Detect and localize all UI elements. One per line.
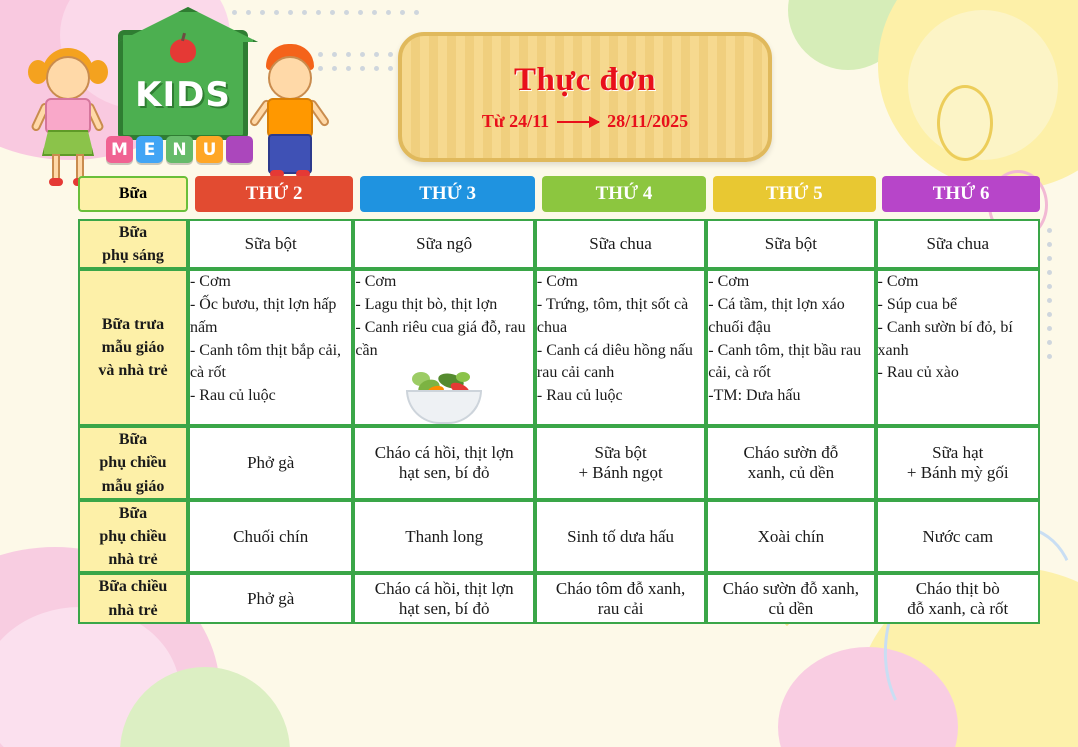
- menu-line: Nước cam: [922, 526, 994, 546]
- menu-line: đỗ xanh, cà rốt: [907, 598, 1009, 618]
- menu-line: - Canh tôm thịt bắp cải, cà rốt: [189, 341, 342, 382]
- row-label-line: Bữa trưa: [101, 316, 165, 334]
- cell-r3-thu4: [535, 426, 706, 500]
- menu-line: hạt sen, bí đỏ: [398, 463, 490, 483]
- menu-line: Cháo sườn đỗ xanh,: [722, 578, 859, 598]
- menu-table: [78, 176, 1040, 624]
- cell-r5-thu5: [706, 573, 875, 623]
- cell-r1-thu2: Sữa bột: [188, 219, 353, 269]
- row-label-line: nhà trẻ: [108, 601, 158, 619]
- menu-line: rau cải: [597, 598, 644, 618]
- letter-block-m: M: [106, 136, 133, 163]
- row-label-line: phụ chiều: [99, 528, 167, 545]
- menu-line: + Bánh ngọt: [578, 463, 663, 483]
- header-thu-6: THỨ 6: [882, 176, 1040, 212]
- table-row: [78, 219, 1040, 269]
- row-label-line: mẫu giáo: [101, 477, 165, 495]
- row-label-bua-phu-sang: [78, 219, 188, 269]
- decor-ring-yellow: [937, 85, 993, 161]
- header-thu-3: THỨ 3: [360, 176, 535, 212]
- menu-line: - Cơm: [708, 273, 750, 291]
- menu-line: - Rau củ luộc: [536, 386, 623, 404]
- header-gap-4: [706, 176, 713, 212]
- cell-r1-thu4: Sữa chua: [535, 219, 706, 269]
- kids-menu-logo: [10, 18, 340, 178]
- menu-line: củ dền: [768, 598, 814, 618]
- menu-line: + Bánh mỳ gối: [906, 463, 1009, 483]
- header-spacer: [78, 212, 1040, 219]
- header-bua: Bữa: [78, 176, 188, 212]
- cell-r3-thu3: [353, 426, 534, 500]
- table-header-row: [78, 176, 1040, 212]
- menu-line: - Canh sườn bí đỏ, bí xanh: [877, 318, 1013, 359]
- cell-r2-thu5: [706, 269, 875, 426]
- menu-line: - Cá tầm, thịt lợn xáo chuối đậu: [708, 296, 845, 336]
- table-row: [78, 573, 1040, 623]
- menu-line: - Canh riêu cua giá đỗ, rau cần: [355, 318, 526, 359]
- menu-line: Sữa hạt: [932, 443, 984, 463]
- letter-block-n: N: [166, 136, 193, 163]
- page-title: Thực đơn: [513, 62, 657, 98]
- row-label-line: và nhà trẻ: [98, 362, 168, 380]
- cell-r1-thu6: Sữa chua: [876, 219, 1040, 269]
- menu-line: xanh, củ dền: [747, 463, 835, 483]
- header-gap-1: [188, 176, 195, 212]
- cell-r2-thu2: [188, 269, 353, 426]
- cell-r3-thu5: [706, 426, 875, 500]
- decor-dots-top: [232, 10, 419, 15]
- table-row: [78, 269, 1040, 426]
- menu-line: - Canh cá diêu hồng nấu rau cải canh: [536, 341, 693, 382]
- header-thu-5: THỨ 5: [713, 176, 875, 212]
- row-label-line: Bữa: [118, 224, 148, 241]
- row-label-bua-chieu-nha-tre: [78, 573, 188, 623]
- row-label-phu-chieu-nha-tre: [78, 500, 188, 574]
- title-banner: [398, 32, 772, 162]
- cell-r3-thu2: [188, 426, 353, 500]
- menu-line: Sữa bột: [594, 443, 647, 463]
- menu-line: - Cơm: [189, 273, 231, 291]
- apple-icon: [170, 39, 196, 63]
- cell-r4-thu6: [876, 500, 1040, 574]
- cell-r4-thu3: [353, 500, 534, 574]
- menu-line: - Cơm: [877, 273, 919, 291]
- menu-line: Cháo cá hồi, thịt lợn: [374, 578, 514, 598]
- menu-line: - Cơm: [536, 273, 578, 291]
- letter-block-u: U: [196, 136, 223, 163]
- letter-block-e: E: [136, 136, 163, 163]
- header-gap-2: [353, 176, 360, 212]
- boy-illustration: [246, 42, 338, 174]
- row-label-line: phụ chiều: [99, 454, 167, 472]
- menu-line: -TM: Dưa hấu: [708, 386, 801, 404]
- menu-line: Cháo thịt bò: [915, 578, 1000, 598]
- menu-line: Phở gà: [247, 453, 295, 473]
- menu-line: - Ốc bươu, thịt lợn hấp nấm: [189, 296, 337, 336]
- menu-line: - Cơm: [355, 273, 397, 291]
- arrow-right-icon: [557, 121, 599, 123]
- date-range: [482, 111, 688, 132]
- cell-r1-thu3: Sữa ngô: [353, 219, 534, 269]
- cell-r2-thu4: [535, 269, 706, 426]
- cell-r5-thu6: [876, 573, 1040, 623]
- menu-line: Cháo sườn đỗ: [743, 443, 839, 463]
- menu-line: Xoài chín: [757, 526, 825, 546]
- cell-r1-thu5: Sữa bột: [706, 219, 875, 269]
- cell-r5-thu4: [535, 573, 706, 623]
- header-gap-3: [535, 176, 542, 212]
- menu-line: - Lagu thịt bò, thịt lợn: [355, 296, 498, 314]
- girl-illustration: [24, 46, 116, 172]
- cell-r2-thu6: [876, 269, 1040, 426]
- menu-line: Cháo tôm đỗ xanh,: [555, 578, 686, 598]
- menu-line: Chuối chín: [233, 526, 309, 546]
- table-row: [78, 500, 1040, 574]
- menu-line: - Súp cua bể: [877, 296, 958, 314]
- menu-line: - Rau củ luộc: [189, 386, 276, 404]
- menu-line: hạt sen, bí đỏ: [398, 598, 490, 618]
- table-row: [78, 426, 1040, 500]
- header-thu-4: THỨ 4: [542, 176, 707, 212]
- cell-r4-thu4: [535, 500, 706, 574]
- row-label-phu-chieu-mau-giao: [78, 426, 188, 500]
- menu-line: - Rau củ xào: [877, 364, 959, 382]
- header-gap-5: [876, 176, 883, 212]
- row-label-line: Bữa chiều: [98, 578, 168, 596]
- logo-kids-text: KIDS: [135, 75, 231, 115]
- menu-line: - Canh tôm, thịt bầu rau cải, cà rốt: [708, 341, 862, 382]
- menu-line: Thanh long: [405, 526, 484, 546]
- header-thu-2: THỨ 2: [195, 176, 354, 212]
- row-label-line: mẫu giáo: [101, 339, 165, 357]
- row-label-line: nhà trẻ: [108, 551, 158, 569]
- cell-r4-thu2: [188, 500, 353, 574]
- menu-line: Cháo cá hồi, thịt lợn: [374, 443, 514, 463]
- cell-r5-thu2: [188, 573, 353, 623]
- cell-r3-thu6: [876, 426, 1040, 500]
- menu-line: - Trứng, tôm, thịt sốt cà chua: [536, 296, 689, 336]
- row-label-line: Bữa: [118, 504, 148, 522]
- date-to: 28/11/2025: [607, 111, 689, 131]
- menu-line: Sinh tố dưa hấu: [567, 526, 675, 546]
- menu-board: [118, 30, 248, 140]
- date-from: Từ 24/11: [481, 111, 550, 131]
- row-label-line: Bữa: [118, 431, 148, 449]
- menu-letter-blocks: [106, 136, 253, 163]
- menu-line: Phở gà: [247, 588, 295, 608]
- row-label-line: phụ sáng: [102, 247, 164, 265]
- row-label-bua-trua: [78, 269, 188, 426]
- salad-bowl-image: [398, 366, 490, 424]
- cell-r5-thu3: [353, 573, 534, 623]
- cell-r2-thu3: [353, 269, 534, 426]
- cell-r4-thu5: [706, 500, 875, 574]
